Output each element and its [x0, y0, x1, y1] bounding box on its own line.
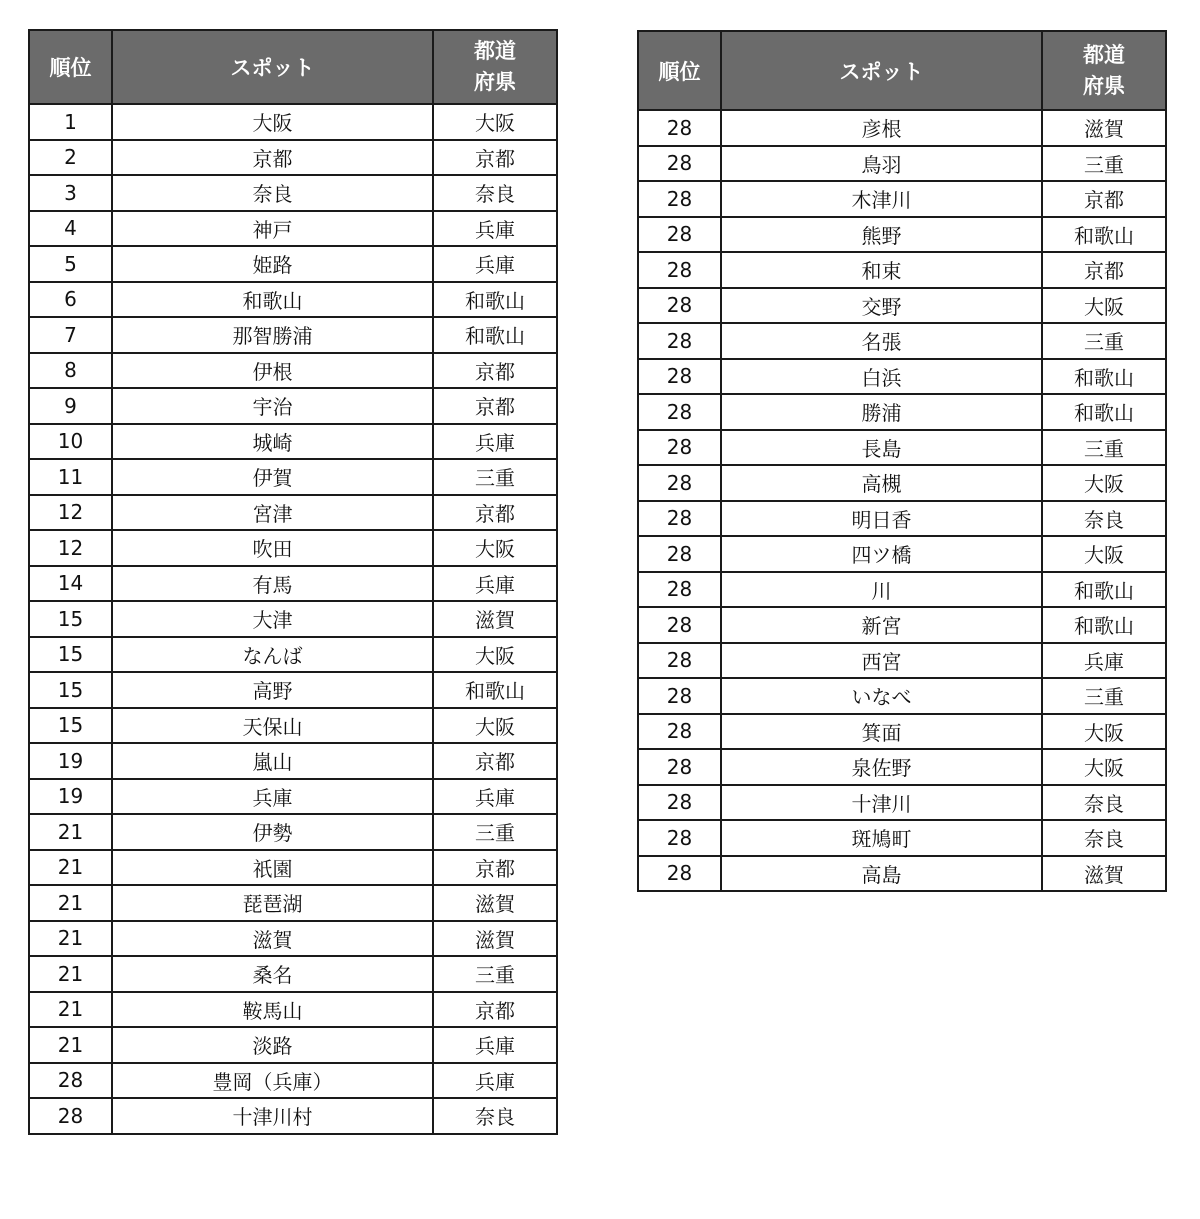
- rank-cell: 28: [638, 820, 721, 856]
- prefecture-cell: 大阪: [1042, 465, 1166, 501]
- rank-cell: 11: [29, 459, 112, 495]
- header-rank: 順位: [29, 30, 112, 104]
- rank-cell: 15: [29, 637, 112, 673]
- spot-cell: 祇園: [112, 850, 433, 886]
- rank-cell: 28: [638, 749, 721, 785]
- table-row: [638, 643, 1166, 679]
- prefecture-cell: 兵庫: [433, 246, 557, 282]
- prefecture-cell: 兵庫: [433, 1063, 557, 1099]
- table-row: [29, 1027, 557, 1063]
- table-row: [638, 430, 1166, 466]
- table-row: [638, 252, 1166, 288]
- table-row: [638, 501, 1166, 537]
- rank-cell: 19: [29, 743, 112, 779]
- prefecture-cell: 大阪: [433, 708, 557, 744]
- spot-cell: 高野: [112, 672, 433, 708]
- prefecture-cell: 奈良: [1042, 785, 1166, 821]
- rank-cell: 28: [638, 217, 721, 253]
- table-row: [29, 956, 557, 992]
- rank-cell: 28: [638, 430, 721, 466]
- rank-cell: 28: [638, 785, 721, 821]
- prefecture-cell: 滋賀: [433, 885, 557, 921]
- rank-cell: 14: [29, 566, 112, 602]
- table-row: [638, 181, 1166, 217]
- prefecture-cell: 兵庫: [433, 566, 557, 602]
- spot-cell: 西宮: [721, 643, 1042, 679]
- rank-cell: 12: [29, 495, 112, 531]
- table-row: [638, 607, 1166, 643]
- prefecture-cell: 兵庫: [433, 424, 557, 460]
- rank-cell: 28: [29, 1063, 112, 1099]
- prefecture-cell: 三重: [433, 956, 557, 992]
- table-row: [638, 217, 1166, 253]
- spot-cell: 吹田: [112, 530, 433, 566]
- rank-cell: 4: [29, 211, 112, 247]
- rank-cell: 28: [638, 252, 721, 288]
- rank-cell: 12: [29, 530, 112, 566]
- header-spot: スポット: [721, 31, 1042, 110]
- spot-cell: 長島: [721, 430, 1042, 466]
- spot-cell: 川: [721, 572, 1042, 608]
- prefecture-cell: 三重: [1042, 146, 1166, 182]
- table-row: [638, 394, 1166, 430]
- spot-cell: 和歌山: [112, 282, 433, 318]
- table-row: [29, 566, 557, 602]
- table-row: [29, 1063, 557, 1099]
- spot-cell: 和束: [721, 252, 1042, 288]
- rank-cell: 19: [29, 779, 112, 815]
- spot-cell: 鞍馬山: [112, 992, 433, 1028]
- prefecture-cell: 三重: [1042, 323, 1166, 359]
- spot-cell: 交野: [721, 288, 1042, 324]
- spot-cell: 名張: [721, 323, 1042, 359]
- rank-cell: 9: [29, 388, 112, 424]
- table-row: [638, 146, 1166, 182]
- spot-cell: 豊岡（兵庫）: [112, 1063, 433, 1099]
- prefecture-cell: 大阪: [1042, 749, 1166, 785]
- header-spot: スポット: [112, 30, 433, 104]
- spot-cell: 天保山: [112, 708, 433, 744]
- prefecture-cell: 滋賀: [1042, 856, 1166, 892]
- prefecture-cell: 和歌山: [1042, 572, 1166, 608]
- table-row: [29, 921, 557, 957]
- table-row: [29, 1098, 557, 1134]
- rank-cell: 28: [638, 146, 721, 182]
- prefecture-cell: 三重: [1042, 678, 1166, 714]
- rank-cell: 28: [638, 288, 721, 324]
- header-prefecture: [433, 30, 557, 104]
- spot-cell: 新宮: [721, 607, 1042, 643]
- rank-cell: 21: [29, 885, 112, 921]
- spot-cell: 神戸: [112, 211, 433, 247]
- table-row: [29, 530, 557, 566]
- prefecture-cell: 奈良: [433, 1098, 557, 1134]
- prefecture-cell: 和歌山: [1042, 607, 1166, 643]
- table-row: [29, 601, 557, 637]
- table-row: [638, 678, 1166, 714]
- rank-cell: 28: [638, 714, 721, 750]
- spot-cell: 熊野: [721, 217, 1042, 253]
- spot-cell: 奈良: [112, 175, 433, 211]
- spot-cell: 十津川村: [112, 1098, 433, 1134]
- spot-cell: 桑名: [112, 956, 433, 992]
- rank-cell: 21: [29, 850, 112, 886]
- rank-cell: 3: [29, 175, 112, 211]
- prefecture-cell: 京都: [1042, 181, 1166, 217]
- rank-cell: 28: [638, 110, 721, 146]
- spot-cell: 明日香: [721, 501, 1042, 537]
- table-row: [29, 246, 557, 282]
- rank-cell: 28: [638, 607, 721, 643]
- table-row: [29, 885, 557, 921]
- header-rank: 順位: [638, 31, 721, 110]
- spot-cell: 姫路: [112, 246, 433, 282]
- spot-cell: 白浜: [721, 359, 1042, 395]
- spot-cell: 十津川: [721, 785, 1042, 821]
- rank-cell: 28: [638, 572, 721, 608]
- prefecture-cell: 兵庫: [433, 211, 557, 247]
- prefecture-cell: 和歌山: [1042, 359, 1166, 395]
- table-row: [638, 572, 1166, 608]
- rank-cell: 28: [638, 643, 721, 679]
- table-row: [29, 104, 557, 140]
- rank-cell: 15: [29, 601, 112, 637]
- rank-cell: 21: [29, 992, 112, 1028]
- rank-cell: 10: [29, 424, 112, 460]
- table-row: [29, 637, 557, 673]
- table-row: [638, 856, 1166, 892]
- spot-cell: 勝浦: [721, 394, 1042, 430]
- spot-cell: 高槻: [721, 465, 1042, 501]
- table-row: [638, 749, 1166, 785]
- spot-cell: 京都: [112, 140, 433, 176]
- spot-cell: 四ツ橋: [721, 536, 1042, 572]
- table-row: [29, 814, 557, 850]
- table-row: [29, 211, 557, 247]
- spot-cell: 泉佐野: [721, 749, 1042, 785]
- spot-cell: 大津: [112, 601, 433, 637]
- spot-cell: いなべ: [721, 678, 1042, 714]
- rank-cell: 28: [29, 1098, 112, 1134]
- prefecture-cell: 滋賀: [433, 921, 557, 957]
- spot-cell: 琵琶湖: [112, 885, 433, 921]
- spot-cell: 淡路: [112, 1027, 433, 1063]
- prefecture-cell: 大阪: [1042, 288, 1166, 324]
- header-row: [638, 31, 1166, 110]
- spot-cell: 伊勢: [112, 814, 433, 850]
- rank-cell: 28: [638, 536, 721, 572]
- table-row: [638, 323, 1166, 359]
- spot-cell: 箕面: [721, 714, 1042, 750]
- table-row: [29, 175, 557, 211]
- header-prefecture: [1042, 31, 1166, 110]
- spot-cell: 兵庫: [112, 779, 433, 815]
- spot-cell: 宇治: [112, 388, 433, 424]
- rank-cell: 28: [638, 856, 721, 892]
- rank-cell: 15: [29, 672, 112, 708]
- rank-cell: 21: [29, 814, 112, 850]
- table-header: [29, 30, 557, 104]
- table-row: [638, 714, 1166, 750]
- header-prefecture-line1: 都道: [474, 39, 516, 63]
- spot-cell: 滋賀: [112, 921, 433, 957]
- rank-cell: 8: [29, 353, 112, 389]
- prefecture-cell: 京都: [433, 495, 557, 531]
- rank-cell: 28: [638, 678, 721, 714]
- table-row: [29, 282, 557, 318]
- prefecture-cell: 兵庫: [433, 779, 557, 815]
- spot-cell: 有馬: [112, 566, 433, 602]
- prefecture-cell: 京都: [433, 992, 557, 1028]
- table-row: [29, 672, 557, 708]
- prefecture-cell: 大阪: [1042, 536, 1166, 572]
- prefecture-cell: 大阪: [433, 637, 557, 673]
- table-row: [29, 743, 557, 779]
- prefecture-cell: 奈良: [1042, 501, 1166, 537]
- table-row: [29, 850, 557, 886]
- prefecture-cell: 大阪: [1042, 714, 1166, 750]
- table-row: [638, 820, 1166, 856]
- spot-cell: 高島: [721, 856, 1042, 892]
- header-prefecture-line2: 府県: [1083, 73, 1125, 98]
- table-row: [29, 140, 557, 176]
- header-prefecture-line1: 都道: [1083, 42, 1125, 67]
- prefecture-cell: 奈良: [1042, 820, 1166, 856]
- prefecture-cell: 兵庫: [1042, 643, 1166, 679]
- table-header: [638, 31, 1166, 110]
- rank-cell: 15: [29, 708, 112, 744]
- table-row: [29, 992, 557, 1028]
- table-row: [29, 424, 557, 460]
- rank-cell: 28: [638, 394, 721, 430]
- prefecture-cell: 京都: [433, 850, 557, 886]
- prefecture-cell: 三重: [1042, 430, 1166, 466]
- prefecture-cell: 京都: [433, 388, 557, 424]
- table-row: [29, 353, 557, 389]
- table-row: [29, 708, 557, 744]
- prefecture-cell: 大阪: [433, 104, 557, 140]
- spot-cell: 彦根: [721, 110, 1042, 146]
- prefecture-cell: 滋賀: [433, 601, 557, 637]
- prefecture-cell: 大阪: [433, 530, 557, 566]
- table-row: [29, 317, 557, 353]
- prefecture-cell: 和歌山: [433, 317, 557, 353]
- prefecture-cell: 滋賀: [1042, 110, 1166, 146]
- rank-cell: 28: [638, 181, 721, 217]
- rank-cell: 5: [29, 246, 112, 282]
- table-row: [638, 785, 1166, 821]
- spot-cell: 宮津: [112, 495, 433, 531]
- rank-cell: 28: [638, 501, 721, 537]
- header-row: [29, 30, 557, 104]
- table-row: [638, 465, 1166, 501]
- spot-cell: 那智勝浦: [112, 317, 433, 353]
- rank-cell: 28: [638, 323, 721, 359]
- table-row: [638, 110, 1166, 146]
- prefecture-cell: 京都: [433, 743, 557, 779]
- table-body: [29, 104, 557, 1134]
- spot-cell: なんば: [112, 637, 433, 673]
- prefecture-cell: 京都: [1042, 252, 1166, 288]
- prefecture-cell: 三重: [433, 814, 557, 850]
- rank-cell: 21: [29, 1027, 112, 1063]
- rank-cell: 1: [29, 104, 112, 140]
- spot-cell: 木津川: [721, 181, 1042, 217]
- prefecture-cell: 京都: [433, 140, 557, 176]
- table-row: [29, 459, 557, 495]
- table-row: [29, 495, 557, 531]
- rank-cell: 6: [29, 282, 112, 318]
- ranking-table-left: [28, 29, 558, 1135]
- ranking-table-right: [637, 30, 1167, 892]
- rank-cell: 21: [29, 921, 112, 957]
- header-prefecture-line2: 府県: [474, 70, 516, 94]
- table-row: [29, 388, 557, 424]
- prefecture-cell: 和歌山: [433, 282, 557, 318]
- rank-cell: 28: [638, 359, 721, 395]
- table-row: [29, 779, 557, 815]
- table-row: [638, 359, 1166, 395]
- rank-cell: 28: [638, 465, 721, 501]
- rank-cell: 21: [29, 956, 112, 992]
- table-body: [638, 110, 1166, 891]
- prefecture-cell: 京都: [433, 353, 557, 389]
- prefecture-cell: 和歌山: [433, 672, 557, 708]
- prefecture-cell: 兵庫: [433, 1027, 557, 1063]
- spot-cell: 大阪: [112, 104, 433, 140]
- spot-cell: 嵐山: [112, 743, 433, 779]
- table-row: [638, 536, 1166, 572]
- spot-cell: 城崎: [112, 424, 433, 460]
- prefecture-cell: 奈良: [433, 175, 557, 211]
- rank-cell: 2: [29, 140, 112, 176]
- spot-cell: 伊賀: [112, 459, 433, 495]
- prefecture-cell: 和歌山: [1042, 217, 1166, 253]
- spot-cell: 伊根: [112, 353, 433, 389]
- spot-cell: 鳥羽: [721, 146, 1042, 182]
- table-row: [638, 288, 1166, 324]
- rank-cell: 7: [29, 317, 112, 353]
- spot-cell: 斑鳩町: [721, 820, 1042, 856]
- prefecture-cell: 三重: [433, 459, 557, 495]
- prefecture-cell: 和歌山: [1042, 394, 1166, 430]
